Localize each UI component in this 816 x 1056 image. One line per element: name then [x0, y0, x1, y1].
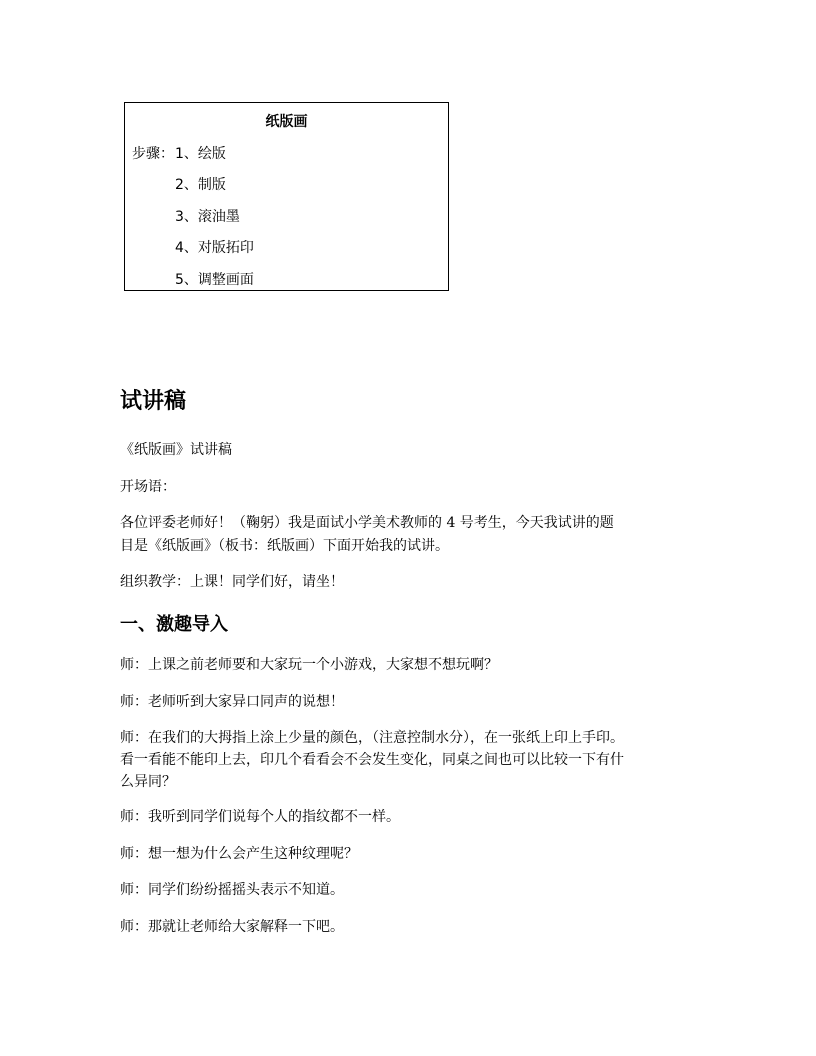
intro-line: 各位评委老师好！（鞠躬）我是面试小学美术教师的 4 号考生，今天我试讲的题 [120, 515, 614, 531]
dialogue-line: 师：同学们纷纷摇摇头表示不知道。 [120, 882, 344, 898]
dialogue-line: 师：想一想为什么会产生这种纹理呢？ [120, 846, 358, 862]
page-heading: 试讲稿 [120, 389, 187, 414]
box-title: 纸版画 [265, 114, 308, 130]
step-item: 2、制版 [175, 177, 226, 193]
organize-line: 组织教学：上课！同学们好，请坐！ [120, 574, 344, 590]
step-item: 3、滚油墨 [175, 209, 240, 225]
dialogue-line: 师：那就让老师给大家解释一下吧。 [120, 919, 344, 935]
step-item: 5、调整画面 [175, 272, 254, 288]
subtitle: 《纸版画》试讲稿 [120, 442, 232, 458]
intro-line: 目是《纸版画》（板书：纸版画）下面开始我的试讲。 [120, 538, 449, 554]
dialogue-line: 师：上课之前老师要和大家玩一个小游戏，大家想不想玩啊？ [120, 657, 498, 673]
step-item: 1、绘版 [175, 146, 226, 162]
dialogue-line: 看一看能不能印上去，印几个看看会不会发生变化，同桌之间也可以比较一下有什 [120, 752, 624, 768]
dialogue-line: 师：我听到同学们说每个人的指纹都不一样。 [120, 809, 400, 825]
section-heading: 一、激趣导入 [120, 614, 228, 635]
steps-box [124, 102, 449, 291]
step-item: 4、对版拓印 [175, 240, 254, 256]
steps-label: 步骤： [132, 146, 174, 162]
opening-label: 开场语： [120, 479, 176, 495]
dialogue-line: 么异同？ [120, 774, 176, 790]
dialogue-line: 师：老师听到大家异口同声的说想！ [120, 694, 344, 710]
dialogue-line: 师：在我们的大拇指上涂上少量的颜色，（注意控制水分），在一张纸上印上手印。 [120, 730, 624, 746]
